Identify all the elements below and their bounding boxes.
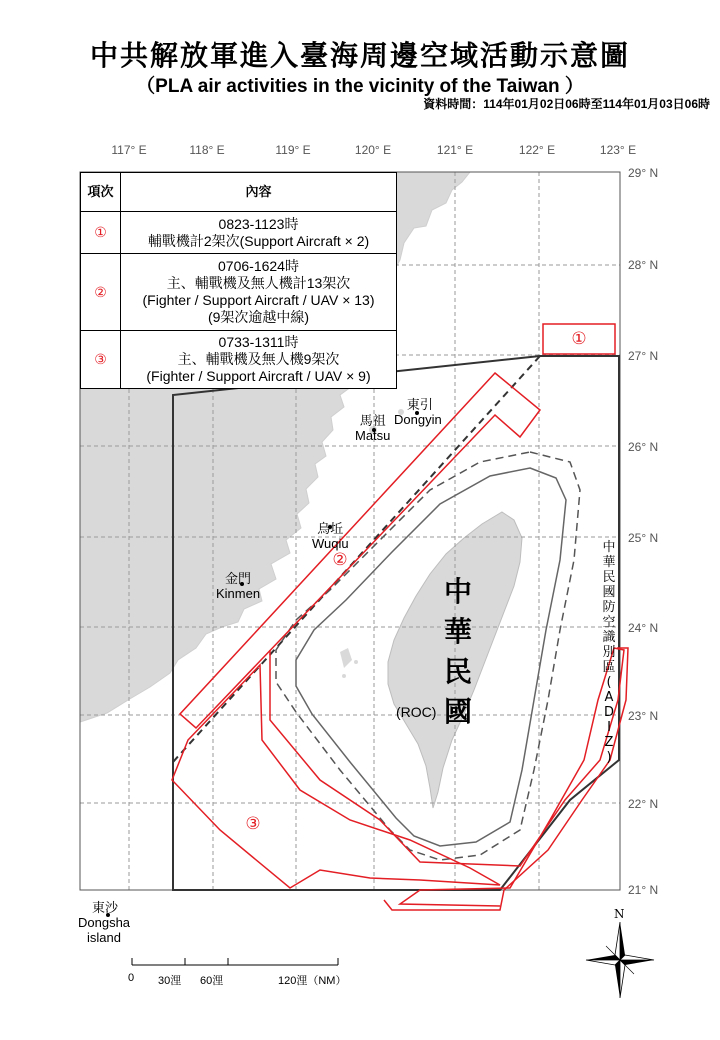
col-header-index: 項次 <box>81 173 121 212</box>
place-kinmen <box>216 571 260 601</box>
place-dongsha <box>78 900 130 945</box>
scale-label-60: 60浬 <box>200 975 224 987</box>
lat-label-29: 29° N <box>628 166 659 180</box>
place-dongsha-zh: 東沙 <box>92 900 119 915</box>
place-kinmen-en: Kinmen <box>216 586 261 601</box>
row-content <box>121 254 397 331</box>
roc-char-4: 國 <box>443 695 472 728</box>
page-title: 中共解放軍進入臺海周邊空域活動示意圖 <box>89 39 630 72</box>
lat-label-22: 22° N <box>628 797 659 811</box>
scale-label-0: 0 <box>128 972 135 984</box>
place-dongyin-en: Dongyin <box>394 412 442 427</box>
roc-label <box>440 572 476 732</box>
place-matsu-en: Matsu <box>355 428 391 443</box>
place-wuqiu-en: Wuqiu <box>312 536 349 551</box>
lat-label-27: 27° N <box>628 349 659 363</box>
adiz-char: 空 <box>602 615 616 630</box>
lon-label-117: 117° E <box>111 143 147 157</box>
adiz-char: ) <box>606 750 612 765</box>
scale-label-120: 120浬（NM） <box>278 975 347 987</box>
roc-char-2: 華 <box>443 615 472 648</box>
north-label: N <box>614 907 625 921</box>
row-content <box>121 331 397 389</box>
roc-char-3: 民 <box>443 655 472 688</box>
adiz-char: 國 <box>602 585 616 600</box>
zone-3-marker: ③ <box>245 814 261 834</box>
place-dongyin-zh: 東引 <box>406 397 433 412</box>
zone-2-marker: ② <box>332 550 348 570</box>
adiz-char: Z <box>604 735 614 750</box>
row-time: 0823-1123時 <box>218 215 299 232</box>
row-index: ① <box>81 212 121 254</box>
adiz-char: 中 <box>602 540 616 555</box>
lon-label-123: 123° E <box>599 143 637 157</box>
adiz-char: A <box>604 690 614 705</box>
place-dongsha-en2: island <box>87 930 121 945</box>
adiz-char: D <box>603 705 614 720</box>
place-wuqiu <box>312 521 349 551</box>
row-time: 0733-1311時 <box>218 334 299 350</box>
row-content <box>121 212 397 254</box>
table-header-row <box>81 173 397 212</box>
place-kinmen-zh: 金門 <box>225 571 252 586</box>
table-row <box>81 331 397 389</box>
row-desc: 主、輔戰機及無人機計13架次 <box>166 275 351 291</box>
place-dongsha-en1: Dongsha <box>78 915 131 930</box>
zone-1-marker: ① <box>571 329 587 349</box>
table-row <box>81 212 397 254</box>
lat-label-24: 24° N <box>628 621 659 635</box>
lon-label-119: 119° E <box>275 143 311 157</box>
place-matsu-zh: 馬祖 <box>359 413 386 428</box>
place-matsu <box>355 413 390 443</box>
scale-label-30: 30浬 <box>158 975 182 987</box>
lat-label-26: 26° N <box>628 440 659 454</box>
adiz-char: ( <box>606 675 612 690</box>
scale-bar <box>132 958 338 965</box>
north-arrow <box>586 922 654 998</box>
lon-label-120: 120° E <box>354 143 392 157</box>
roc-char-1: 中 <box>443 575 472 608</box>
lat-label-21: 21° N <box>628 883 659 897</box>
roc-english: (ROC) <box>396 704 437 720</box>
adiz-char: 民 <box>602 570 616 585</box>
place-dongyin <box>394 397 442 427</box>
lon-label-122: 122° E <box>518 143 556 157</box>
page-subtitle: （PLA air activities in the vicinity of the Taiwan ） <box>136 76 584 97</box>
adiz-char: 防 <box>602 600 616 615</box>
activity-table <box>80 172 397 389</box>
row-time: 0706-1624時 <box>218 258 299 274</box>
adiz-char: 區 <box>602 660 616 675</box>
lon-label-121: 121° E <box>436 143 474 157</box>
place-wuqiu-zh: 烏坵 <box>317 521 344 536</box>
row-desc: 輔戰機計2架次(Support Aircraft × 2) <box>147 232 370 249</box>
adiz-char: 華 <box>602 555 616 570</box>
row-desc: 主、輔戰機及無人機9架次 <box>177 351 340 367</box>
adiz-char: 別 <box>602 645 616 660</box>
table-row <box>81 254 397 331</box>
lon-label-118: 118° E <box>189 143 225 157</box>
lat-label-25: 25° N <box>628 531 659 545</box>
row-index: ② <box>81 254 121 331</box>
adiz-char: I <box>607 720 611 735</box>
data-time-range: 資料時間：114年01月02日06時至114年01月03日06時 <box>423 97 710 111</box>
row-desc-en: (Fighter / Support Aircraft / UAV × 9) <box>146 368 371 384</box>
adiz-label <box>597 540 621 765</box>
col-header-content: 內容 <box>121 173 397 212</box>
lat-label-28: 28° N <box>628 258 659 272</box>
row-index: ③ <box>81 331 121 389</box>
row-note: (9架次逾越中線) <box>207 309 310 325</box>
lat-label-23: 23° N <box>628 709 659 723</box>
row-desc-en: (Fighter / Support Aircraft / UAV × 13) <box>142 292 375 308</box>
adiz-char: 識 <box>602 630 616 645</box>
